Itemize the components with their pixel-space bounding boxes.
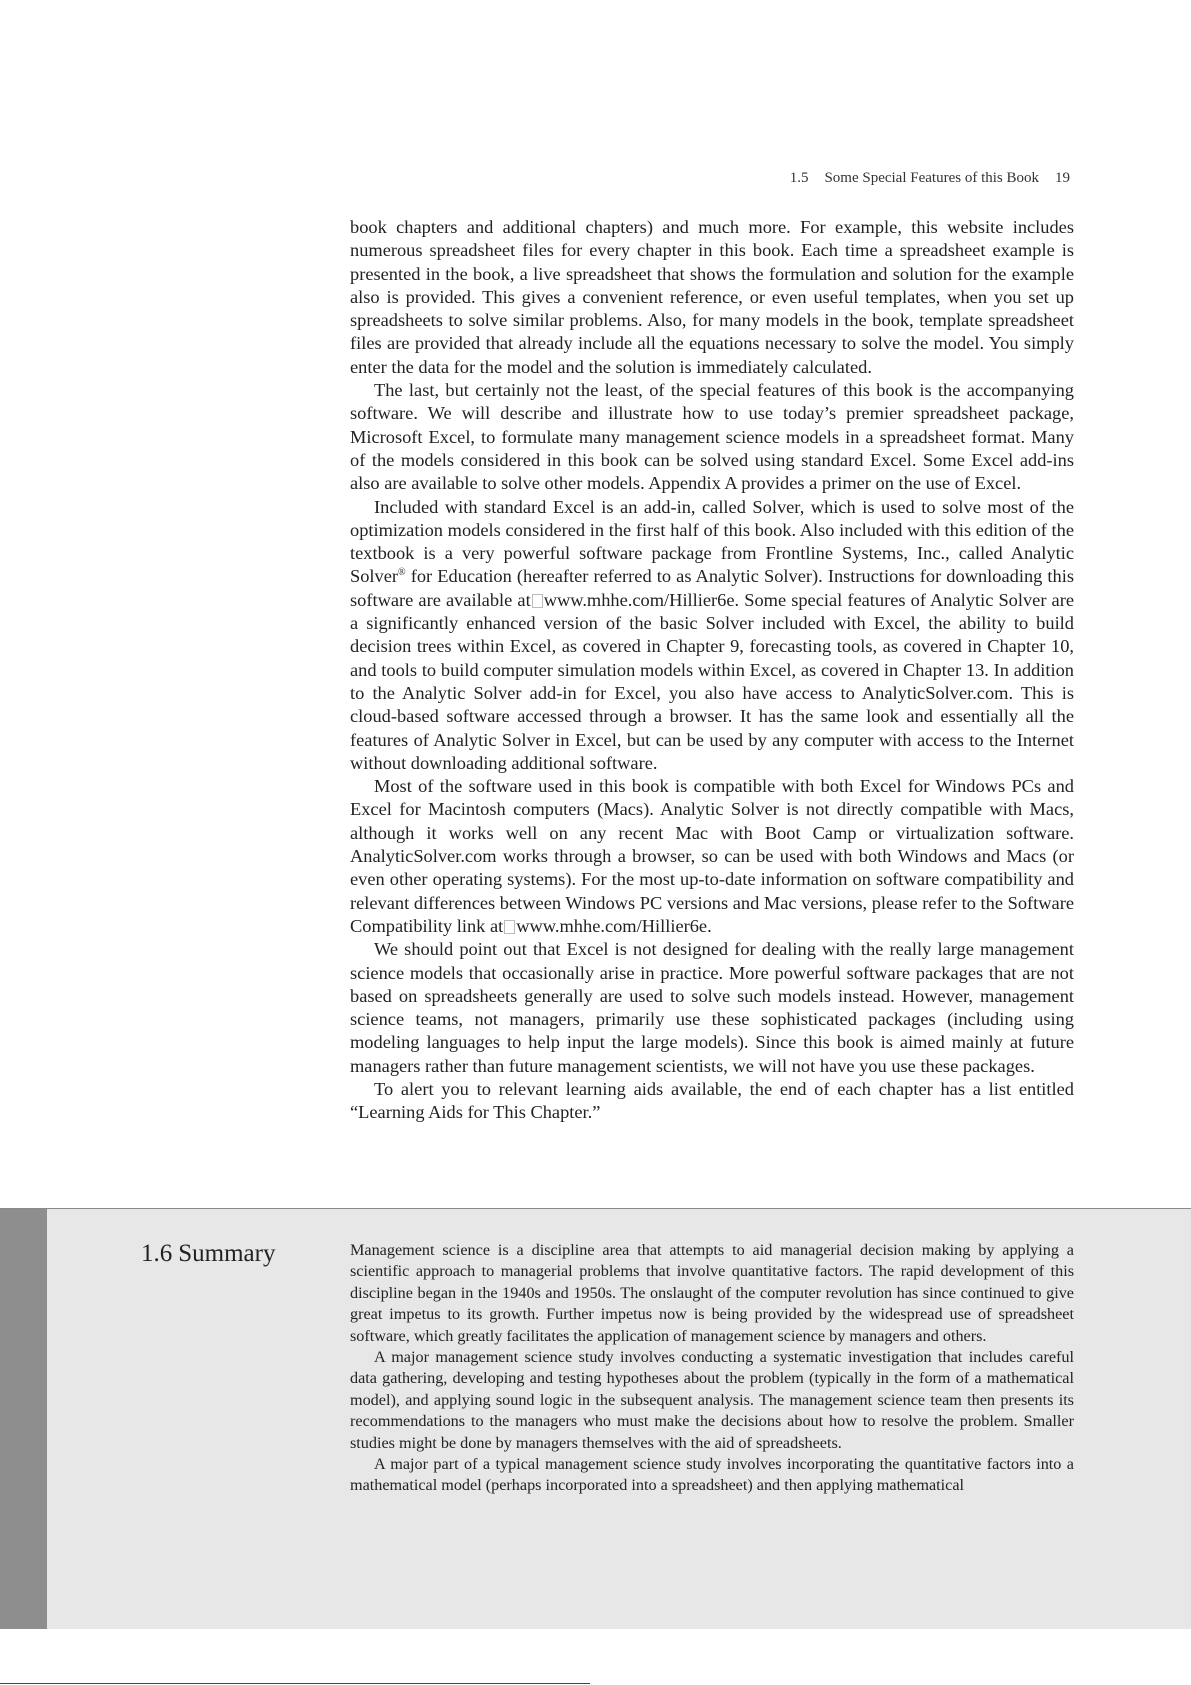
summary-heading	[141, 1240, 275, 1268]
body-paragraph-1: book chapters and additional chapters) and much more. For example, this website includes numerous spreadsheet files for every chapter in this book. Each time a spreadsheet example is presented in the book, a live spreadsheet that shows the formulation and solution for the example also is provided. This gives a convenient reference, or even useful templates, when you set up spreadsheets to solve similar problems. Also, for many models in the book, template spreadsheet files are provided that already include all the equations necessary to solve the model. You simply enter the data for the model and the solution is immediately calculated.	[350, 217, 1074, 377]
summary-section-title: Summary	[178, 1240, 276, 1267]
missing-glyph-box-icon	[532, 594, 543, 608]
missing-glyph-box-icon	[504, 920, 515, 934]
summary-paragraph-3: A major part of a typical management science study involves incorporating the quantitative factors into a mathematical model (perhaps incorporated into a spreadsheet) and then applying mathematical	[350, 1455, 1074, 1495]
body-text	[350, 216, 1074, 1125]
summary-paragraph-2: A major management science study involves conducting a systematic investigation that includes careful data gathering, developing and testing hypotheses about the problem (typically in the form of a mathematical model), and applying sound logic in the subsequent analysis. The management science team then presents its recommendations to the managers who must make the decisions about how to resolve the problem. Smaller studies might be done by managers themselves with the aid of spreadsheets.	[350, 1348, 1074, 1452]
summary-text	[350, 1240, 1074, 1497]
running-head	[790, 170, 1070, 187]
body-paragraph-3	[350, 496, 1074, 776]
summary-section-number: 1.6	[141, 1240, 173, 1267]
summary-side-strip	[0, 1209, 47, 1629]
page-number: 19	[1055, 170, 1070, 186]
body-paragraph-5: We should point out that Excel is not designed for dealing with the really large management science models that occasionally arise in practice. More powerful software packages that are not based on spreadsheets generally are used to solve such models instead. However, management science teams, not managers, primarily use these sophisticated packages (including using modeling languages to help input the large models). Since this book is aimed mainly at future managers rather than future management scientists, we will not have you use these packages.	[350, 939, 1074, 1076]
body-paragraph-6: To alert you to relevant learning aids available, the end of each chapter has a list entitled “Learning Aids for This Chapter.”	[350, 1078, 1074, 1123]
body-paragraph-4	[350, 775, 1074, 938]
p3-text-1: Included with standard Excel is an add-in, called Solver, which is used to solve most of the optimization models considered in the first half of this book. Also included with this edition of the textbook is a very powerful software package from Frontline Systems, Inc., called Analytic Solver	[350, 496, 1074, 587]
p4-text-1: Most of the software used in this book is compatible with both Excel for Windows PCs and Excel for Macintosh computers (Macs). Analytic Solver is not directly compatible with Macs, although it works well on any recent Mac with Boot Camp or virtualization software. AnalyticSolver.com works through a browser, so can be used with both Windows and Macs (or even other operating systems). For the most up-to-date information on software compatibility and relevant differences between Windows PC versions and Mac versions, please refer to the Software Compatibility link at	[350, 776, 1074, 936]
running-head-section-title: Some Special Features of this Book	[824, 170, 1039, 186]
summary-paragraph-1: Management science is a discipline area that attempts to aid managerial decision making by applying a scientific approach to managerial problems that involve quantitative factors. The rapid development of this discipline began in the 1940s and 1950s. The onslaught of the computer revolution has since continued to give great impetus to its growth. Further impetus now is being provided by the widespread use of spreadsheet software, which greatly facilitates the application of management science by managers and others.	[350, 1241, 1074, 1345]
body-paragraph-2: The last, but certainly not the least, of the special features of this book is the accompanying software. We will describe and illustrate how to use today’s premier spreadsheet package, Microsoft Excel, to formulate many management science models in a spreadsheet format. Many of the models considered in this book can be solved using standard Excel. Some Excel add-ins also are available to solve other models. Appendix A provides a primer on the use of Excel.	[350, 380, 1074, 494]
p4-text-2: www.mhhe.com/Hillier6e.	[516, 915, 712, 936]
p3-text-2: for Education (hereafter referred to as Analytic Solver). Instructions for downloading this software are available at	[350, 566, 1074, 610]
footer-rule	[0, 1683, 590, 1684]
p3-text-3: www.mhhe.com/Hillier6e. Some special features of Analytic Solver are a significantly enhanced version of the basic Solver included with Excel, the ability to build decision trees within Excel, as covered in Chapter 9, forecasting tools, as covered in Chapter 10, and tools to build computer simulation models within Excel, as covered in Chapter 13. In addition to the Analytic Solver add-in for Excel, you also have access to AnalyticSolver.com. This is cloud-based software accessed through a browser. It has the same look and essentially all the features of Analytic Solver in Excel, but can be used by any computer with access to the Internet without downloading additional software.	[350, 589, 1074, 773]
running-head-section-number: 1.5	[789, 170, 809, 186]
registered-mark: ®	[398, 567, 406, 579]
